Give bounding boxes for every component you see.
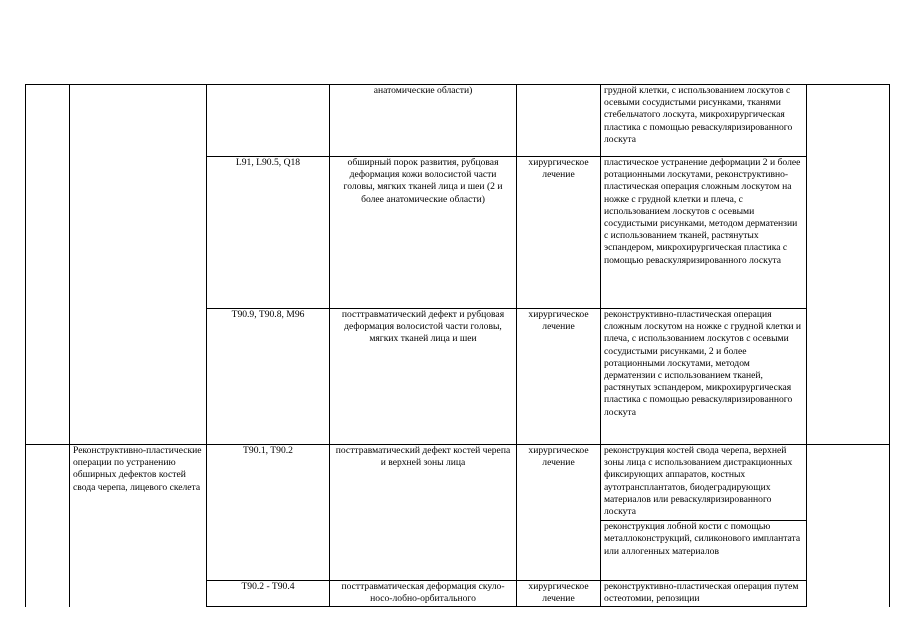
cell-treatment: хирургическое лечение [517, 309, 601, 445]
method-item: реконструкция костей свода черепа, верхней зоны лица с использованием дистракционных фиксирующих аппаратов, костных аутотрансплантатов, биодеградирующих материалов или реваскуляризированного лоскута [604, 445, 793, 518]
cell-diagnosis: посттравматический дефект костей черепа и верхней зоны лица [330, 445, 517, 581]
cell-cost [807, 85, 890, 445]
cell-method: реконструктивно-пластическая операция сложным лоскутом на ножке с грудной клетки и плеча, с использованием лоскутов с осевыми сосудистыми рисунками, 2 и более ротационными лоскутами, методом дерматензии с использованием тканей, растянутых эспандером, микрохирургическая пластика с помощью реваскуляризированного лоскута [601, 309, 807, 445]
cell-method: грудной клетки, с использованием лоскутов с осевыми сосудистыми рисунками, тканями стебельчатого лоскута, микрохирургическая пластика с помощью реваскуляризированного лоскута [601, 85, 807, 157]
cell-codes: T90.9, T90.8, M96 [207, 309, 330, 445]
cell-number [26, 445, 70, 607]
cell-treatment: хирургическое лечение [517, 157, 601, 309]
cell-treatment: хирургическое лечение [517, 581, 601, 607]
cell-treatment: хирургическое лечение [517, 445, 601, 581]
cell-diagnosis: посттравматический дефект и рубцовая деформация волосистой части головы, мягких тканей лица и шеи [330, 309, 517, 445]
cell-diagnosis: посттравматическая деформация скуло-носо-лобно-орбитального [330, 581, 517, 607]
cell-codes: L91, L90.5, Q18 [207, 157, 330, 309]
cell-diagnosis: анатомические области) [330, 85, 517, 157]
cell-codes [207, 85, 330, 157]
cell-cost [807, 445, 890, 607]
method-item: реконструкция лобной кости с помощью металлоконструкций, силиконового имплантата или аллогенных материалов [601, 520, 806, 558]
cell-group-name [70, 85, 207, 445]
cell-group-name: Реконструктивно-пластические операции по устранению обширных дефектов костей свода черепа, лицевого скелета [70, 445, 207, 607]
medical-services-table [25, 84, 890, 607]
cell-method-multi [601, 445, 807, 581]
cell-codes: T90.2 - T90.4 [207, 581, 330, 607]
cell-codes: T90.1, T90.2 [207, 445, 330, 581]
cell-treatment [517, 85, 601, 157]
cell-method: пластическое устранение деформации 2 и более ротационными лоскутами, реконструктивно-пластическая операция сложным лоскутом на ножке с грудной клетки и плеча, с использованием лоскутов с осевыми сосудистыми рисунками, методом дерматензии с использованием тканей, растянутых эспандером, микрохирургическая пластика с помощью реваскуляризированного лоскута [601, 157, 807, 309]
cell-number [26, 85, 70, 445]
cell-method: реконструктивно-пластическая операция путем остеотомии, репозиции [601, 581, 807, 607]
cell-diagnosis: обширный порок развития, рубцовая деформация кожи волосистой части головы, мягких тканей лица и шеи (2 и более анатомические области) [330, 157, 517, 309]
table-row [26, 85, 890, 157]
table-row [26, 445, 890, 581]
